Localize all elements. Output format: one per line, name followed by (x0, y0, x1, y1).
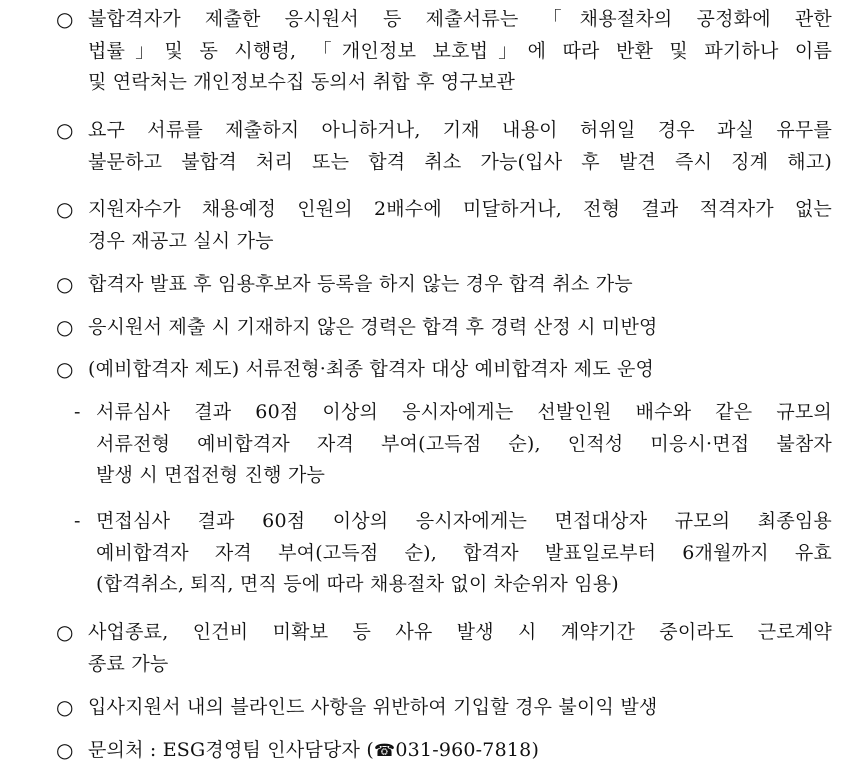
circle-bullet-icon: ○ (56, 272, 74, 296)
circle-bullet-icon: ○ (56, 315, 74, 339)
notice-line: 및 연락처는 개인정보수집 동의서 취합 후 영구보관 (88, 71, 516, 93)
notice-line: 서류심사 결과 60점 이상의 응시자에게는 선발인원 배수와 같은 규모의 (96, 401, 832, 423)
notice-line: 합격자 발표 후 임용후보자 등록을 하지 않는 경우 합격 취소 가능 (88, 273, 633, 295)
notice-line: 서류전형 예비합격자 자격 부여(고득점 순), 인적성 미응시·면접 불참자 (96, 432, 832, 455)
circle-bullet-icon: ○ (56, 695, 74, 719)
notice-line: (합격취소, 퇴직, 면직 등에 따라 채용절차 없이 차순위자 임용) (96, 573, 619, 595)
notice-line: 사업종료, 인건비 미확보 등 사유 발생 시 계약기간 중이라도 근로계약 (88, 621, 832, 643)
telephone-icon: ☎ (373, 741, 396, 761)
notice-line: 경우 재공고 실시 가능 (88, 229, 274, 252)
circle-bullet-icon: ○ (56, 357, 74, 381)
circle-bullet-icon: ○ (56, 118, 74, 142)
notice-line: 면접심사 결과 60점 이상의 응시자에게는 면접대상자 규모의 최종임용 (96, 510, 832, 532)
notice-line: 불합격자가 제출한 응시원서 등 제출서류는 「채용절차의 공정화에 관한 (88, 8, 832, 30)
notice-line: 발생 시 면접전형 진행 가능 (96, 464, 326, 486)
dash-bullet: - (74, 510, 81, 532)
notice-line: 예비합격자 자격 부여(고득점 순), 합격자 발표일로부터 6개월까지 유효 (96, 541, 832, 564)
notice-line: 지원자수가 채용예정 인원의 2배수에 미달하거나, 전형 결과 적격자가 없는 (88, 198, 832, 220)
contact-line (88, 735, 832, 768)
circle-bullet-icon: ○ (56, 7, 74, 31)
notice-line: (예비합격자 제도) 서류전형·최종 합격자 대상 예비합격자 제도 운영 (88, 358, 655, 380)
circle-bullet-icon: ○ (56, 197, 74, 221)
contact-close-paren: ) (531, 739, 540, 761)
notice-line: 법률」및 동 시행령, 「개인정보 보호법」에 따라 반환 및 파기하나 이름 (88, 39, 832, 62)
contact-label: 문의처 : ESG경영팀 인사담당자 ( (88, 739, 374, 761)
notice-line: 불문하고 불합격 처리 또는 합격 취소 가능(입사 후 발견 즉시 징계 해고) (88, 150, 832, 173)
dash-bullet: - (74, 401, 81, 423)
contact-phone-number[interactable]: 031-960-7818 (395, 739, 532, 761)
circle-bullet-icon: ○ (56, 738, 74, 762)
notice-line: 응시원서 제출 시 기재하지 않은 경력은 합격 후 경력 산정 시 미반영 (88, 316, 658, 338)
notice-line: 요구 서류를 제출하지 아니하거나, 기재 내용이 허위일 경우 과실 유무를 (88, 119, 832, 141)
notice-line: 입사지원서 내의 블라인드 사항을 위반하여 기입할 경우 불이익 발생 (88, 696, 658, 718)
circle-bullet-icon: ○ (56, 620, 74, 644)
notice-line: 종료 가능 (88, 652, 169, 675)
